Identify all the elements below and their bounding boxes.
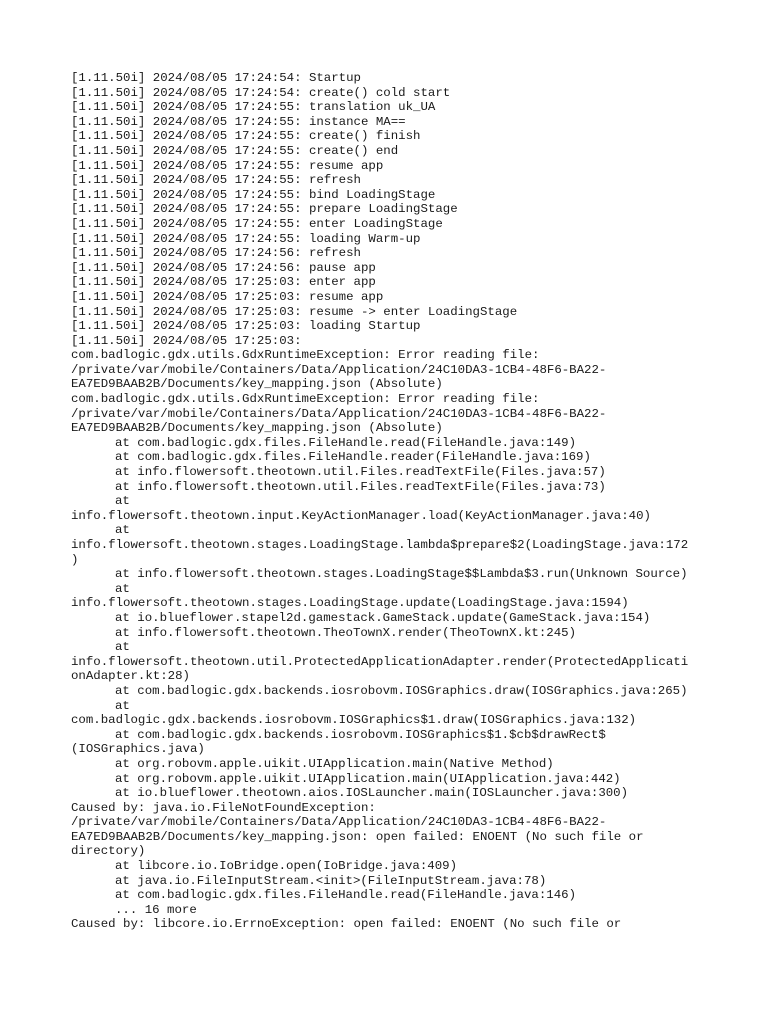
log-line: [1.11.50i] 2024/08/05 17:24:55: refresh <box>71 173 361 188</box>
log-line: [1.11.50i] 2024/08/05 17:24:56: refresh <box>71 246 361 261</box>
log-line: EA7ED9BAAB2B/Documents/key_mapping.json: open failed: ENOENT (No such file or <box>71 829 644 844</box>
log-line: [1.11.50i] 2024/08/05 17:24:54: create() cold start <box>71 85 451 100</box>
log-line: at libcore.io.IoBridge.open(IoBridge.java:409) <box>115 859 458 874</box>
log-line: at <box>115 523 130 538</box>
log-line: [1.11.50i] 2024/08/05 17:25:03: loading Startup <box>71 319 421 334</box>
log-line: com.badlogic.gdx.utils.GdxRuntimeException: Error reading file: <box>71 348 540 363</box>
log-line: at info.flowersoft.theotown.util.Files.readTextFile(Files.java:73) <box>115 479 606 494</box>
log-line: Caused by: libcore.io.ErrnoException: open failed: ENOENT (No such file or <box>71 917 622 932</box>
log-line: /private/var/mobile/Containers/Data/Application/24C10DA3-1CB4-48F6-BA22- <box>71 406 607 421</box>
log-line: at info.flowersoft.theotown.util.Files.readTextFile(Files.java:57) <box>115 465 606 480</box>
log-line: [1.11.50i] 2024/08/05 17:25:03: <box>71 333 302 348</box>
log-line: at <box>115 581 130 596</box>
log-line: info.flowersoft.theotown.input.KeyActionManager.load(KeyActionManager.java:40) <box>71 508 651 523</box>
log-line: at io.blueflower.theotown.aios.IOSLauncher.main(IOSLauncher.java:300) <box>115 786 629 801</box>
log-line: [1.11.50i] 2024/08/05 17:24:55: resume app <box>71 158 384 173</box>
log-line: [1.11.50i] 2024/08/05 17:24:55: translation uk_UA <box>71 100 436 115</box>
log-line: [1.11.50i] 2024/08/05 17:25:03: resume -> enter LoadingStage <box>71 304 518 319</box>
log-line: [1.11.50i] 2024/08/05 17:24:55: loading Warm-up <box>71 231 421 246</box>
log-line: at <box>115 698 130 713</box>
log-line: at com.badlogic.gdx.files.FileHandle.read(FileHandle.java:149) <box>115 435 577 450</box>
log-line: directory) <box>71 844 146 859</box>
log-line: [1.11.50i] 2024/08/05 17:24:55: bind LoadingStage <box>71 187 436 202</box>
log-line: at <box>115 640 130 655</box>
log-line: info.flowersoft.theotown.stages.LoadingStage.update(LoadingStage.java:1594) <box>71 596 629 611</box>
log-line: at <box>115 494 130 509</box>
log-line: [1.11.50i] 2024/08/05 17:24:55: create() finish <box>71 129 421 144</box>
log-line: at org.robovm.apple.uikit.UIApplication.main(UIApplication.java:442) <box>115 771 621 786</box>
log-text-area <box>71 71 711 932</box>
log-line: [1.11.50i] 2024/08/05 17:24:55: create() end <box>71 143 399 158</box>
log-line: com.badlogic.gdx.utils.GdxRuntimeException: Error reading file: <box>71 392 540 407</box>
log-line: com.badlogic.gdx.backends.iosrobovm.IOSGraphics$1.draw(IOSGraphics.java:132) <box>71 713 637 728</box>
log-line: [1.11.50i] 2024/08/05 17:24:55: enter LoadingStage <box>71 216 443 231</box>
log-line: at info.flowersoft.theotown.stages.LoadingStage$$Lambda$3.run(Unknown Source) <box>115 567 688 582</box>
log-line: /private/var/mobile/Containers/Data/Application/24C10DA3-1CB4-48F6-BA22- <box>71 362 607 377</box>
log-line: [1.11.50i] 2024/08/05 17:24:55: instance MA== <box>71 114 406 129</box>
log-line: at com.badlogic.gdx.files.FileHandle.read(FileHandle.java:146) <box>115 888 577 903</box>
log-line: at com.badlogic.gdx.files.FileHandle.reader(FileHandle.java:169) <box>115 450 591 465</box>
log-line: onAdapter.kt:28) <box>71 669 190 684</box>
log-line: at com.badlogic.gdx.backends.iosrobovm.IOSGraphics$1.$cb$drawRect$ <box>115 727 606 742</box>
log-line: info.flowersoft.theotown.util.ProtectedApplicationAdapter.render(ProtectedApplicati <box>71 654 689 669</box>
log-line: [1.11.50i] 2024/08/05 17:24:56: pause app <box>71 260 376 275</box>
log-line: at java.io.FileInputStream.<init>(FileInputStream.java:78) <box>115 873 547 888</box>
log-line: Caused by: java.io.FileNotFoundException: <box>71 800 376 815</box>
log-line: info.flowersoft.theotown.stages.LoadingStage.lambda$prepare$2(LoadingStage.java:172 <box>71 538 689 552</box>
log-line: ) <box>71 552 79 567</box>
log-line: [1.11.50i] 2024/08/05 17:25:03: enter app <box>71 275 376 290</box>
log-line: (IOSGraphics.java) <box>71 742 205 757</box>
log-line: EA7ED9BAAB2B/Documents/key_mapping.json (Absolute) <box>71 421 443 436</box>
log-line: [1.11.50i] 2024/08/05 17:24:55: prepare LoadingStage <box>71 202 458 217</box>
log-line: ... 16 more <box>115 902 197 917</box>
log-line: at io.blueflower.stapel2d.gamestack.GameStack.update(GameStack.java:154) <box>115 610 651 625</box>
log-line: /private/var/mobile/Containers/Data/Application/24C10DA3-1CB4-48F6-BA22- <box>71 815 607 830</box>
log-line: at com.badlogic.gdx.backends.iosrobovm.IOSGraphics.draw(IOSGraphics.java:265) <box>115 683 688 698</box>
log-line: [1.11.50i] 2024/08/05 17:24:54: Startup <box>71 71 361 85</box>
log-line: [1.11.50i] 2024/08/05 17:25:03: resume app <box>71 289 384 304</box>
log-line: EA7ED9BAAB2B/Documents/key_mapping.json (Absolute) <box>71 377 443 392</box>
log-line: at org.robovm.apple.uikit.UIApplication.main(Native Method) <box>115 756 554 771</box>
log-line: at info.flowersoft.theotown.TheoTownX.render(TheoTownX.kt:245) <box>115 625 577 640</box>
